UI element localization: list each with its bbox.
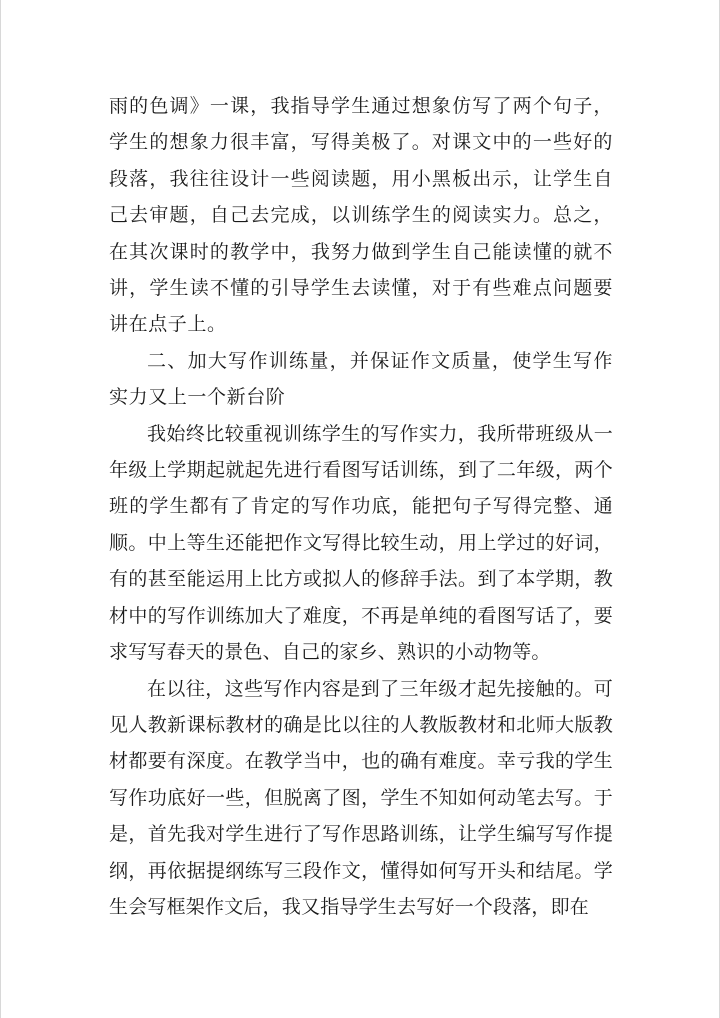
document-body bbox=[109, 88, 613, 925]
paragraph-writing-training: 我始终比较重视训练学生的写作实力，我所带班级从一年级上学期起就起先进行看图写话训练，到了二年级，两个班的学生都有了肯定的写作功底，能把句子写得完整、通顺。中上等生还能把作文写得比较生动，用上学过的好词，有的甚至能运用上比方或拟人的修辞手法。到了本学期，教材中的写作训练加大了难度，不再是单纯的看图写话了，要求写写春天的景色、自己的家乡、熟识的小动物等。 bbox=[109, 422, 613, 664]
paragraph-past-writing: 在以往，这些写作内容是到了三年级才起先接触的。可见人教新课标教材的确是比以往的人教版教材和北师大版教材都要有深度。在教学当中，也的确有难度。幸亏我的学生写作功底好一些，但脱离了图，学生不知如何动笔去写。于是，首先我对学生进行了写作思路训练，让学生编写写作提纲，再依据提纲练写三段作文，懂得如何写开头和结尾。学生会写框架作文后，我又指导学生去写好一个段落，即在 bbox=[109, 677, 613, 918]
paragraph-continuation: 雨的色调》一课，我指导学生通过想象仿写了两个句子，学生的想象力很丰富，写得美极了。对课文中的一些好的段落，我往往设计一些阅读题，用小黑板出示，让学生自己去审题，自己去完成，以训练学生的阅读实力。总之，在其次课时的教学中，我努力做到学生自己能读懂的就不讲，学生读不懂的引导学生去读懂，对于有些难点问题要讲在点子上。 bbox=[109, 95, 613, 336]
section-heading: 二、加大写作训练量，并保证作文质量，使学生写作实力又上一个新台阶 bbox=[109, 349, 613, 409]
